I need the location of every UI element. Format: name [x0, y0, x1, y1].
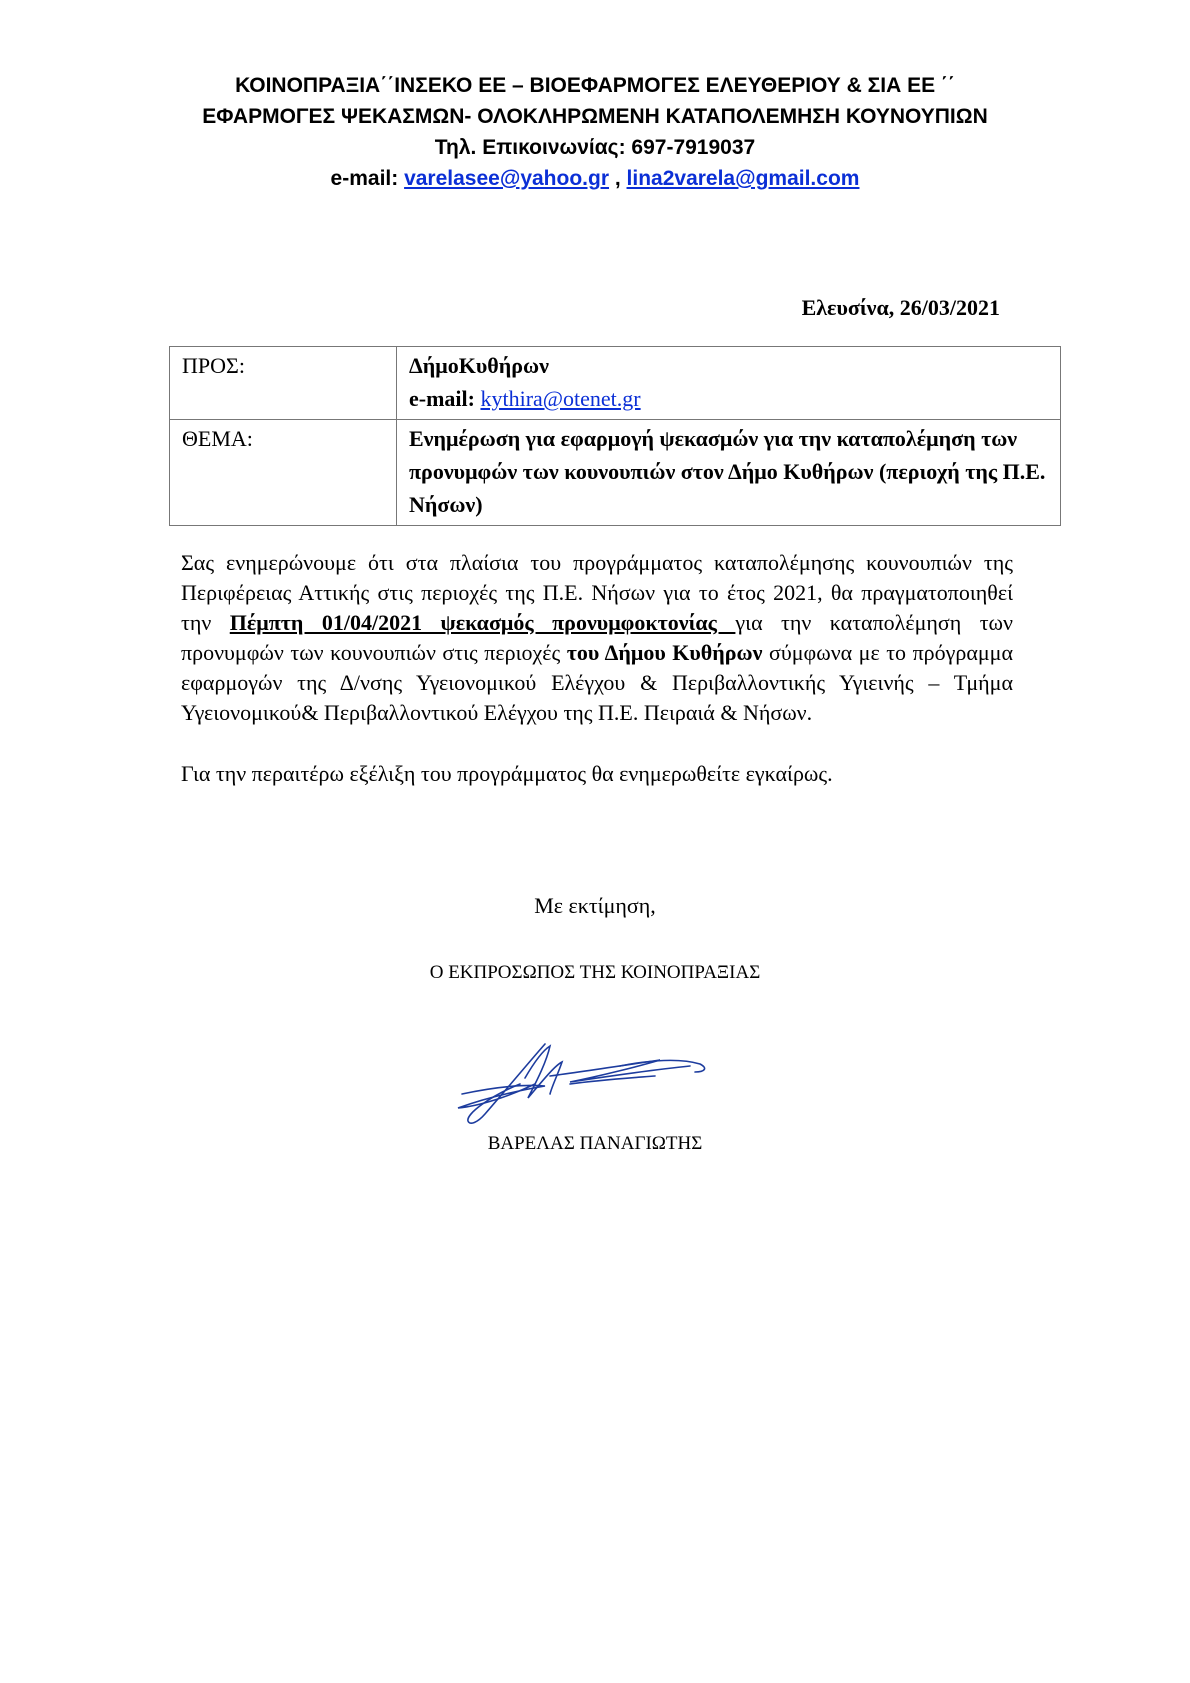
contact-phone: Τηλ. Επικοινωνίας: 697-7919037	[434, 136, 756, 159]
recipient-name: ΔήμοΚυθήρων	[409, 353, 549, 378]
company-services: ΕΦΑΡΜΟΓΕΣ ΨΕΚΑΣΜΩΝ- ΟΛΟΚΛΗΡΩΜΕΝΗ ΚΑΤΑΠΟΛΕΜΗΣΗ ΚΟΥΝΟΥΠΙΩΝ	[202, 105, 988, 128]
body-text: Σας ενημερώνουμε ότι στα πλαίσια του προγράμματος καταπολέμησης κουνουπιών της Περιφέρειας Αττικής στις περιοχές της Π.Ε. Νήσων για το έτος 2021, θα πραγματοποιηθεί την	[181, 550, 1013, 635]
recipient-table	[169, 346, 1061, 526]
recipient-email	[409, 382, 1050, 415]
signature-image	[450, 1036, 720, 1131]
representative-title: Ο ΕΚΠΡΟΣΩΠΟΣ ΤΗΣ ΚΟΙΝΟΠΡΑΞΙΑΣ	[429, 962, 761, 983]
body-paragraph-2: Για την περαιτέρω εξέλιξη του προγράμματος θα ενημερωθείτε εγκαίρως.	[181, 761, 833, 786]
body-text: σύμφωνα με το πρόγραμμα εφαρμογών της Δ/νσης Υγειονομικού Ελέγχου & Περιβαλλοντικής Υγιεινής – Τμήμα Υγειονομικού& Περιβαλλοντικού Ελέγχου της Π.Ε. Πειραιά & Νήσων.	[181, 640, 1013, 725]
email-separator: ,	[614, 167, 621, 190]
email-label: e-mail:	[330, 167, 399, 190]
to-label: ΠΡΟΣ:	[170, 347, 397, 420]
recipient-row	[170, 347, 1061, 420]
closing: Με εκτίμηση,	[534, 893, 656, 918]
spraying-date: Πέμπτη 01/04/2021 ψεκασμός προνυμφοκτονίας	[229, 610, 736, 635]
to-value	[397, 347, 1061, 420]
body-paragraph-1	[181, 548, 1013, 728]
email-link-1[interactable]: varelasee@yahoo.gr	[404, 167, 609, 190]
subject-label: ΘΕΜΑ:	[170, 420, 397, 526]
contact-emails	[0, 163, 1190, 194]
letter-body	[181, 548, 1013, 789]
municipality: του Δήμου Κυθήρων	[566, 640, 763, 665]
email-link-2[interactable]: lina2varela@gmail.com	[626, 167, 860, 190]
document-date: Ελευσίνα, 26/03/2021	[801, 295, 1000, 320]
subject-value: Ενημέρωση για εφαρμογή ψεκασμών για την καταπολέμηση των προνυμφών των κουνουπιών στον Δήμο Κυθήρων (περιοχή της Π.Ε. Νήσων)	[397, 420, 1061, 526]
signer-name: ΒΑΡΕΛΑΣ ΠΑΝΑΓΙΩΤΗΣ	[487, 1133, 703, 1154]
subject-row	[170, 420, 1061, 526]
letterhead	[0, 70, 1190, 194]
company-name: ΚΟΙΝΟΠΡΑΞΙΑ΄΄ΙΝΣΕΚΟ ΕΕ – ΒΙΟΕΦΑΡΜΟΓΕΣ ΕΛΕΥΘΕΡΙΟΥ & ΣΙΑ ΕΕ ΄΄	[235, 74, 955, 97]
recipient-email-link[interactable]: kythira@otenet.gr	[480, 386, 641, 411]
recipient-email-label: e-mail:	[409, 386, 475, 411]
body-text: για την καταπολέμηση των προνυμφών των κουνουπιών στις περιοχές	[181, 610, 1013, 665]
